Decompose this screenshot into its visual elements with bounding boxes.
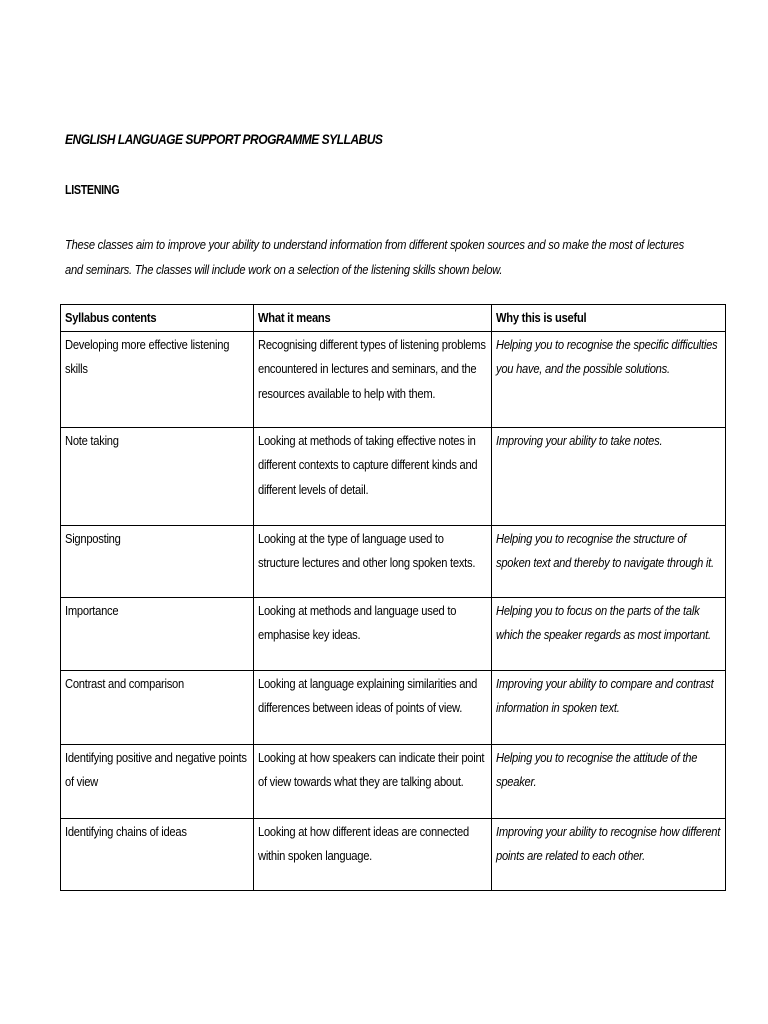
table-row bbox=[61, 331, 726, 427]
usefulness-cell: Helping you to focus on the parts of the talk which the speaker regards as most important. bbox=[492, 597, 726, 670]
table-row bbox=[61, 818, 726, 890]
usefulness-cell: Improving your ability to take notes. bbox=[492, 427, 726, 525]
header-what-it-means: What it means bbox=[254, 305, 492, 332]
header-why-useful: Why this is useful bbox=[492, 305, 726, 332]
meaning-cell: Looking at methods and language used to emphasise key ideas. bbox=[254, 597, 492, 670]
table-row bbox=[61, 525, 726, 597]
syllabus-content-cell: Identifying positive and negative points of view bbox=[61, 744, 254, 818]
table-row bbox=[61, 427, 726, 525]
usefulness-cell: Helping you to recognise the specific difficulties you have, and the possible solutions. bbox=[492, 331, 726, 427]
syllabus-content-cell: Note taking bbox=[61, 427, 254, 525]
usefulness-cell: Helping you to recognise the attitude of the speaker. bbox=[492, 744, 726, 818]
usefulness-cell: Improving your ability to recognise how different points are related to each other. bbox=[492, 818, 726, 890]
table-row bbox=[61, 670, 726, 744]
table-row bbox=[61, 597, 726, 670]
meaning-cell: Looking at language explaining similarities and differences between ideas of points of view. bbox=[254, 670, 492, 744]
meaning-cell: Looking at how different ideas are connected within spoken language. bbox=[254, 818, 492, 890]
table-row bbox=[61, 744, 726, 818]
syllabus-content-cell: Developing more effective listening skills bbox=[61, 331, 254, 427]
syllabus-content-cell: Importance bbox=[61, 597, 254, 670]
header-syllabus-contents: Syllabus contents bbox=[61, 305, 254, 332]
meaning-cell: Looking at methods of taking effective notes in different contexts to capture different kinds and different levels of detail. bbox=[254, 427, 492, 525]
table-header-row bbox=[61, 305, 726, 332]
meaning-cell: Looking at the type of language used to structure lectures and other long spoken texts. bbox=[254, 525, 492, 597]
usefulness-cell: Helping you to recognise the structure of spoken text and thereby to navigate through it. bbox=[492, 525, 726, 597]
syllabus-content-cell: Signposting bbox=[61, 525, 254, 597]
syllabus-table bbox=[60, 304, 726, 891]
document-title: ENGLISH LANGUAGE SUPPORT PROGRAMME SYLLABUS bbox=[65, 131, 383, 147]
syllabus-content-cell: Identifying chains of ideas bbox=[61, 818, 254, 890]
syllabus-content-cell: Contrast and comparison bbox=[61, 670, 254, 744]
usefulness-cell: Improving your ability to compare and contrast information in spoken text. bbox=[492, 670, 726, 744]
meaning-cell: Looking at how speakers can indicate their point of view towards what they are talking about. bbox=[254, 744, 492, 818]
section-heading: LISTENING bbox=[65, 183, 120, 197]
meaning-cell: Recognising different types of listening problems encountered in lectures and seminars, and the resources available to help with them. bbox=[254, 331, 492, 427]
intro-paragraph: These classes aim to improve your ability to understand information from different spoken sources and so make the most of lectures and seminars. The classes will include work on a selection of the listening skills shown below. bbox=[65, 237, 684, 277]
